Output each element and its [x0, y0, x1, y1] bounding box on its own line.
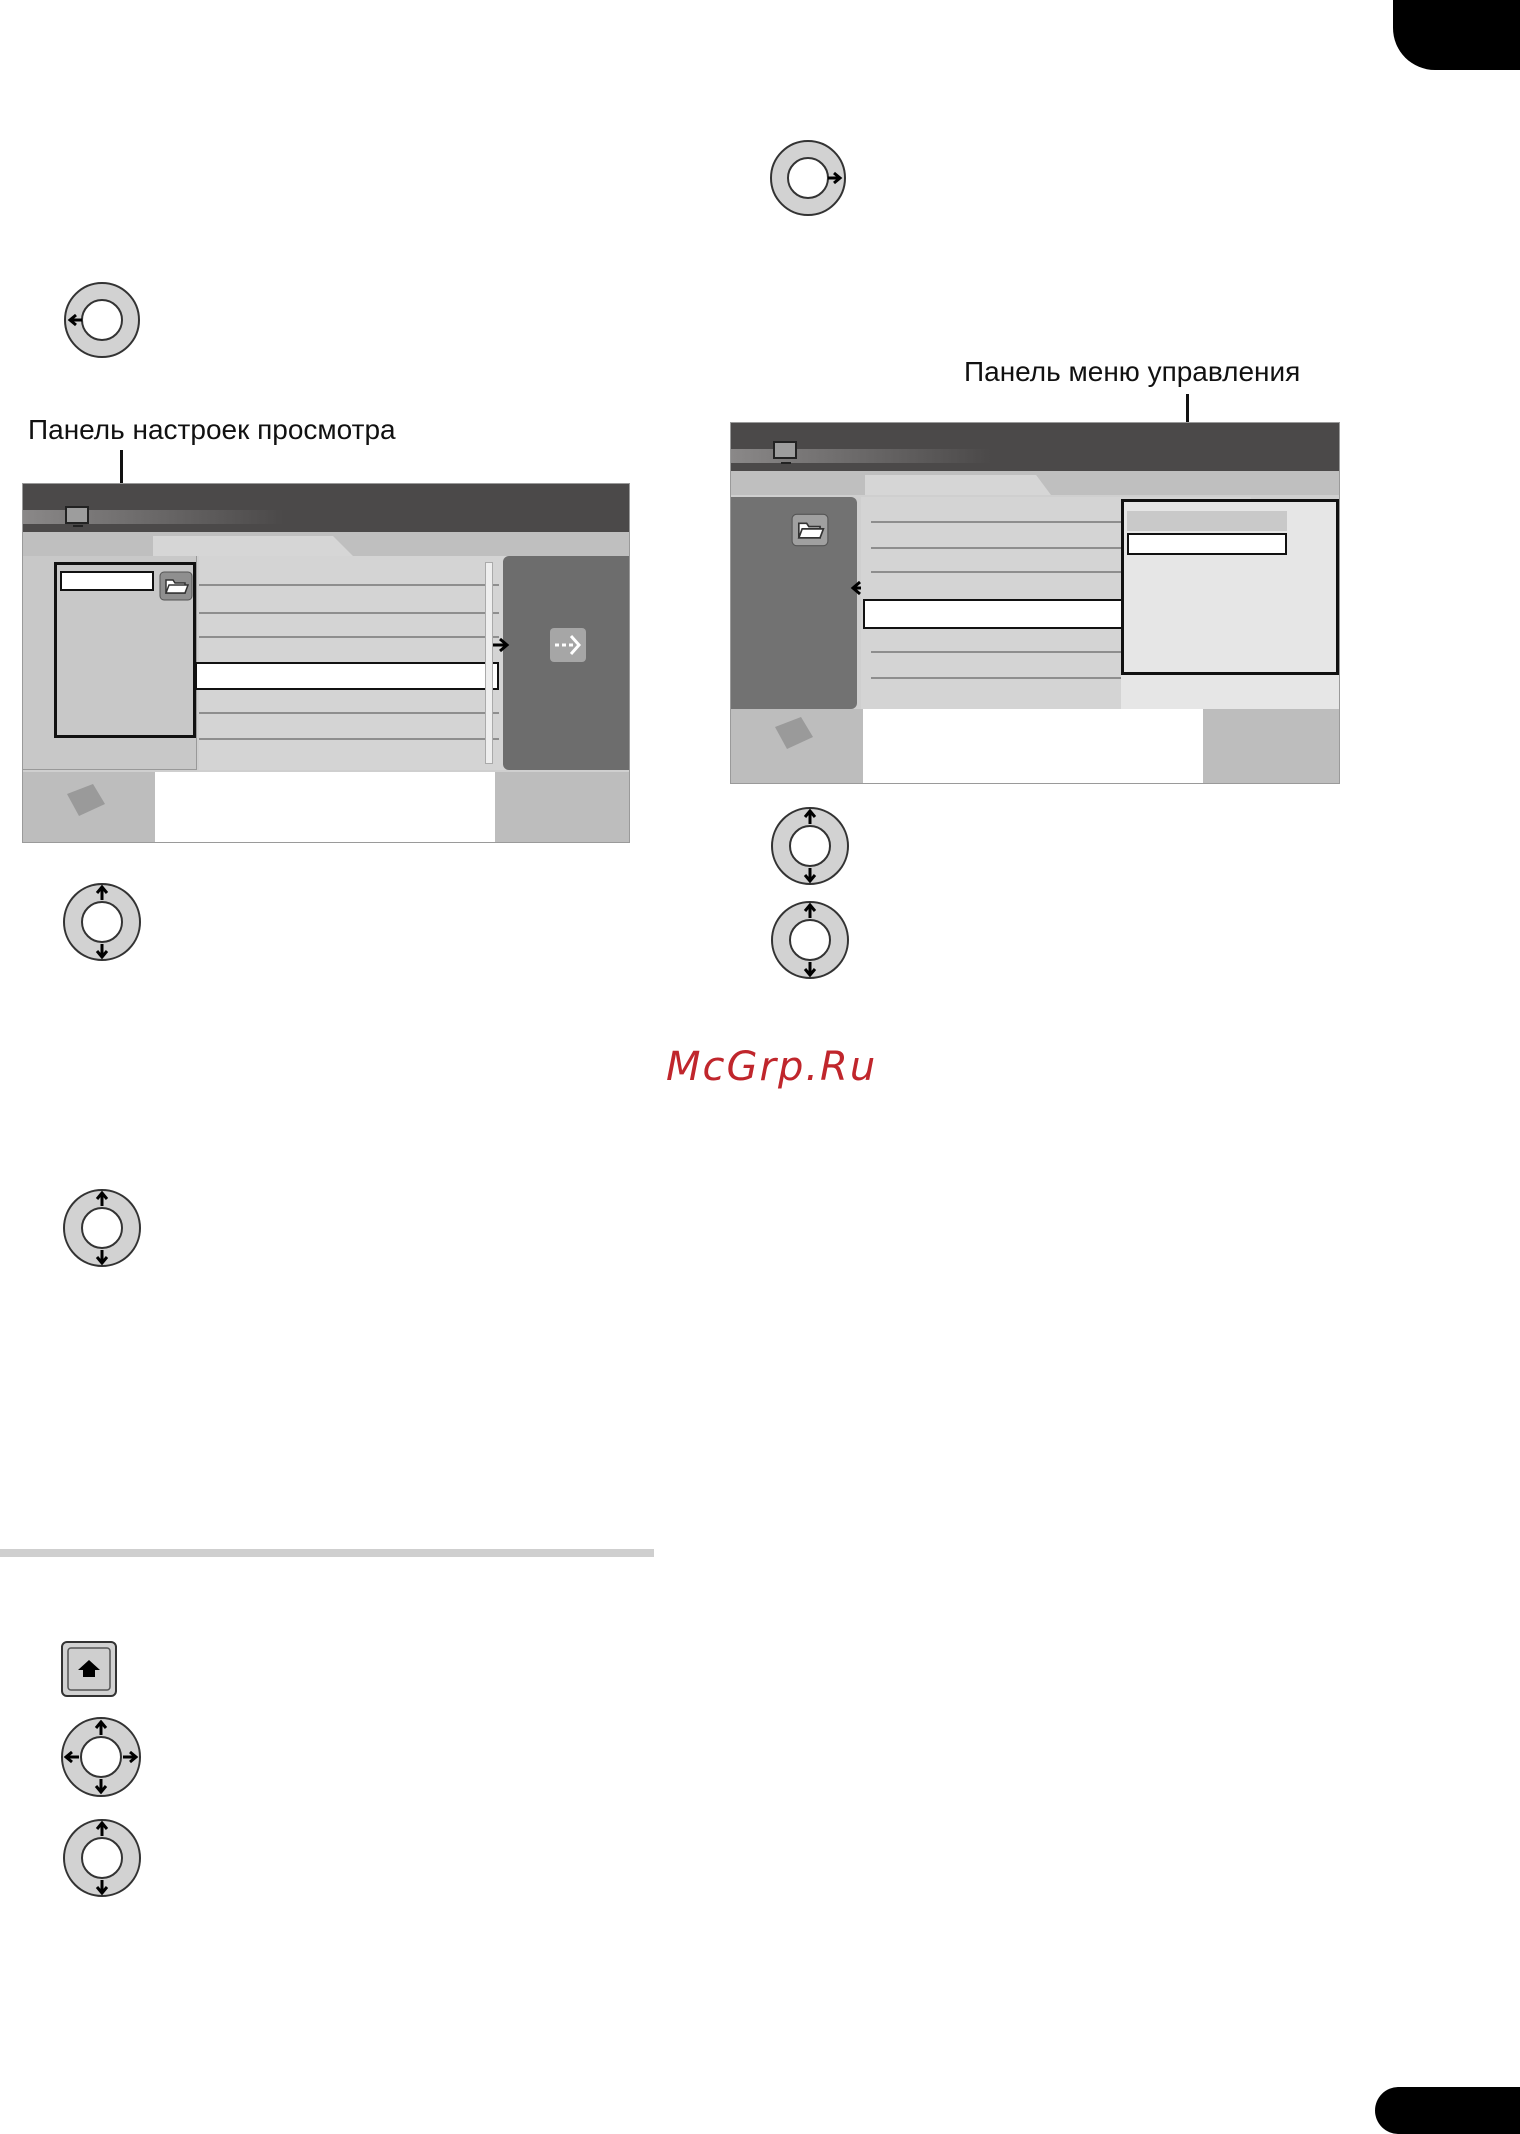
info-white-area [155, 772, 495, 843]
watermark: McGrp.Ru [666, 1044, 878, 1090]
joystick-updown-icon [58, 1816, 144, 1900]
joystick-updown-icon [58, 1186, 144, 1270]
file-list-selected-row[interactable] [195, 662, 499, 690]
section-divider [0, 1549, 654, 1557]
left-callout-label: Панель настроек просмотра [28, 414, 396, 445]
joystick-right-icon [768, 138, 854, 218]
arrow-next-icon[interactable] [549, 627, 587, 663]
title-bar [731, 423, 1339, 471]
chapter-tab [1393, 0, 1520, 70]
tv-icon [771, 439, 801, 469]
joystick-4way-icon [58, 1714, 144, 1800]
joystick-left-icon [58, 280, 144, 360]
right-callout-label: Панель меню управления [964, 356, 1301, 387]
title-bar [23, 484, 629, 532]
tv-icon [63, 504, 93, 530]
view-settings-selected-item[interactable] [60, 571, 154, 591]
folder-icon[interactable] [159, 571, 193, 601]
arrow-right-small-icon [491, 636, 511, 654]
card-icon [771, 715, 817, 751]
folder-icon[interactable] [791, 513, 829, 547]
scrollbar[interactable] [485, 562, 493, 764]
right-screen [730, 422, 1340, 784]
page-number-tab [1375, 2087, 1520, 2134]
info-white-area [863, 709, 1203, 784]
control-panel-collapsed [503, 556, 630, 770]
joystick-updown-icon [58, 880, 144, 964]
home-button-icon [60, 1640, 118, 1698]
card-icon [63, 782, 109, 818]
left-screen [22, 483, 630, 843]
joystick-updown-icon [766, 804, 852, 888]
control-menu-selected-item[interactable] [1127, 533, 1287, 555]
joystick-updown-icon [766, 898, 852, 982]
